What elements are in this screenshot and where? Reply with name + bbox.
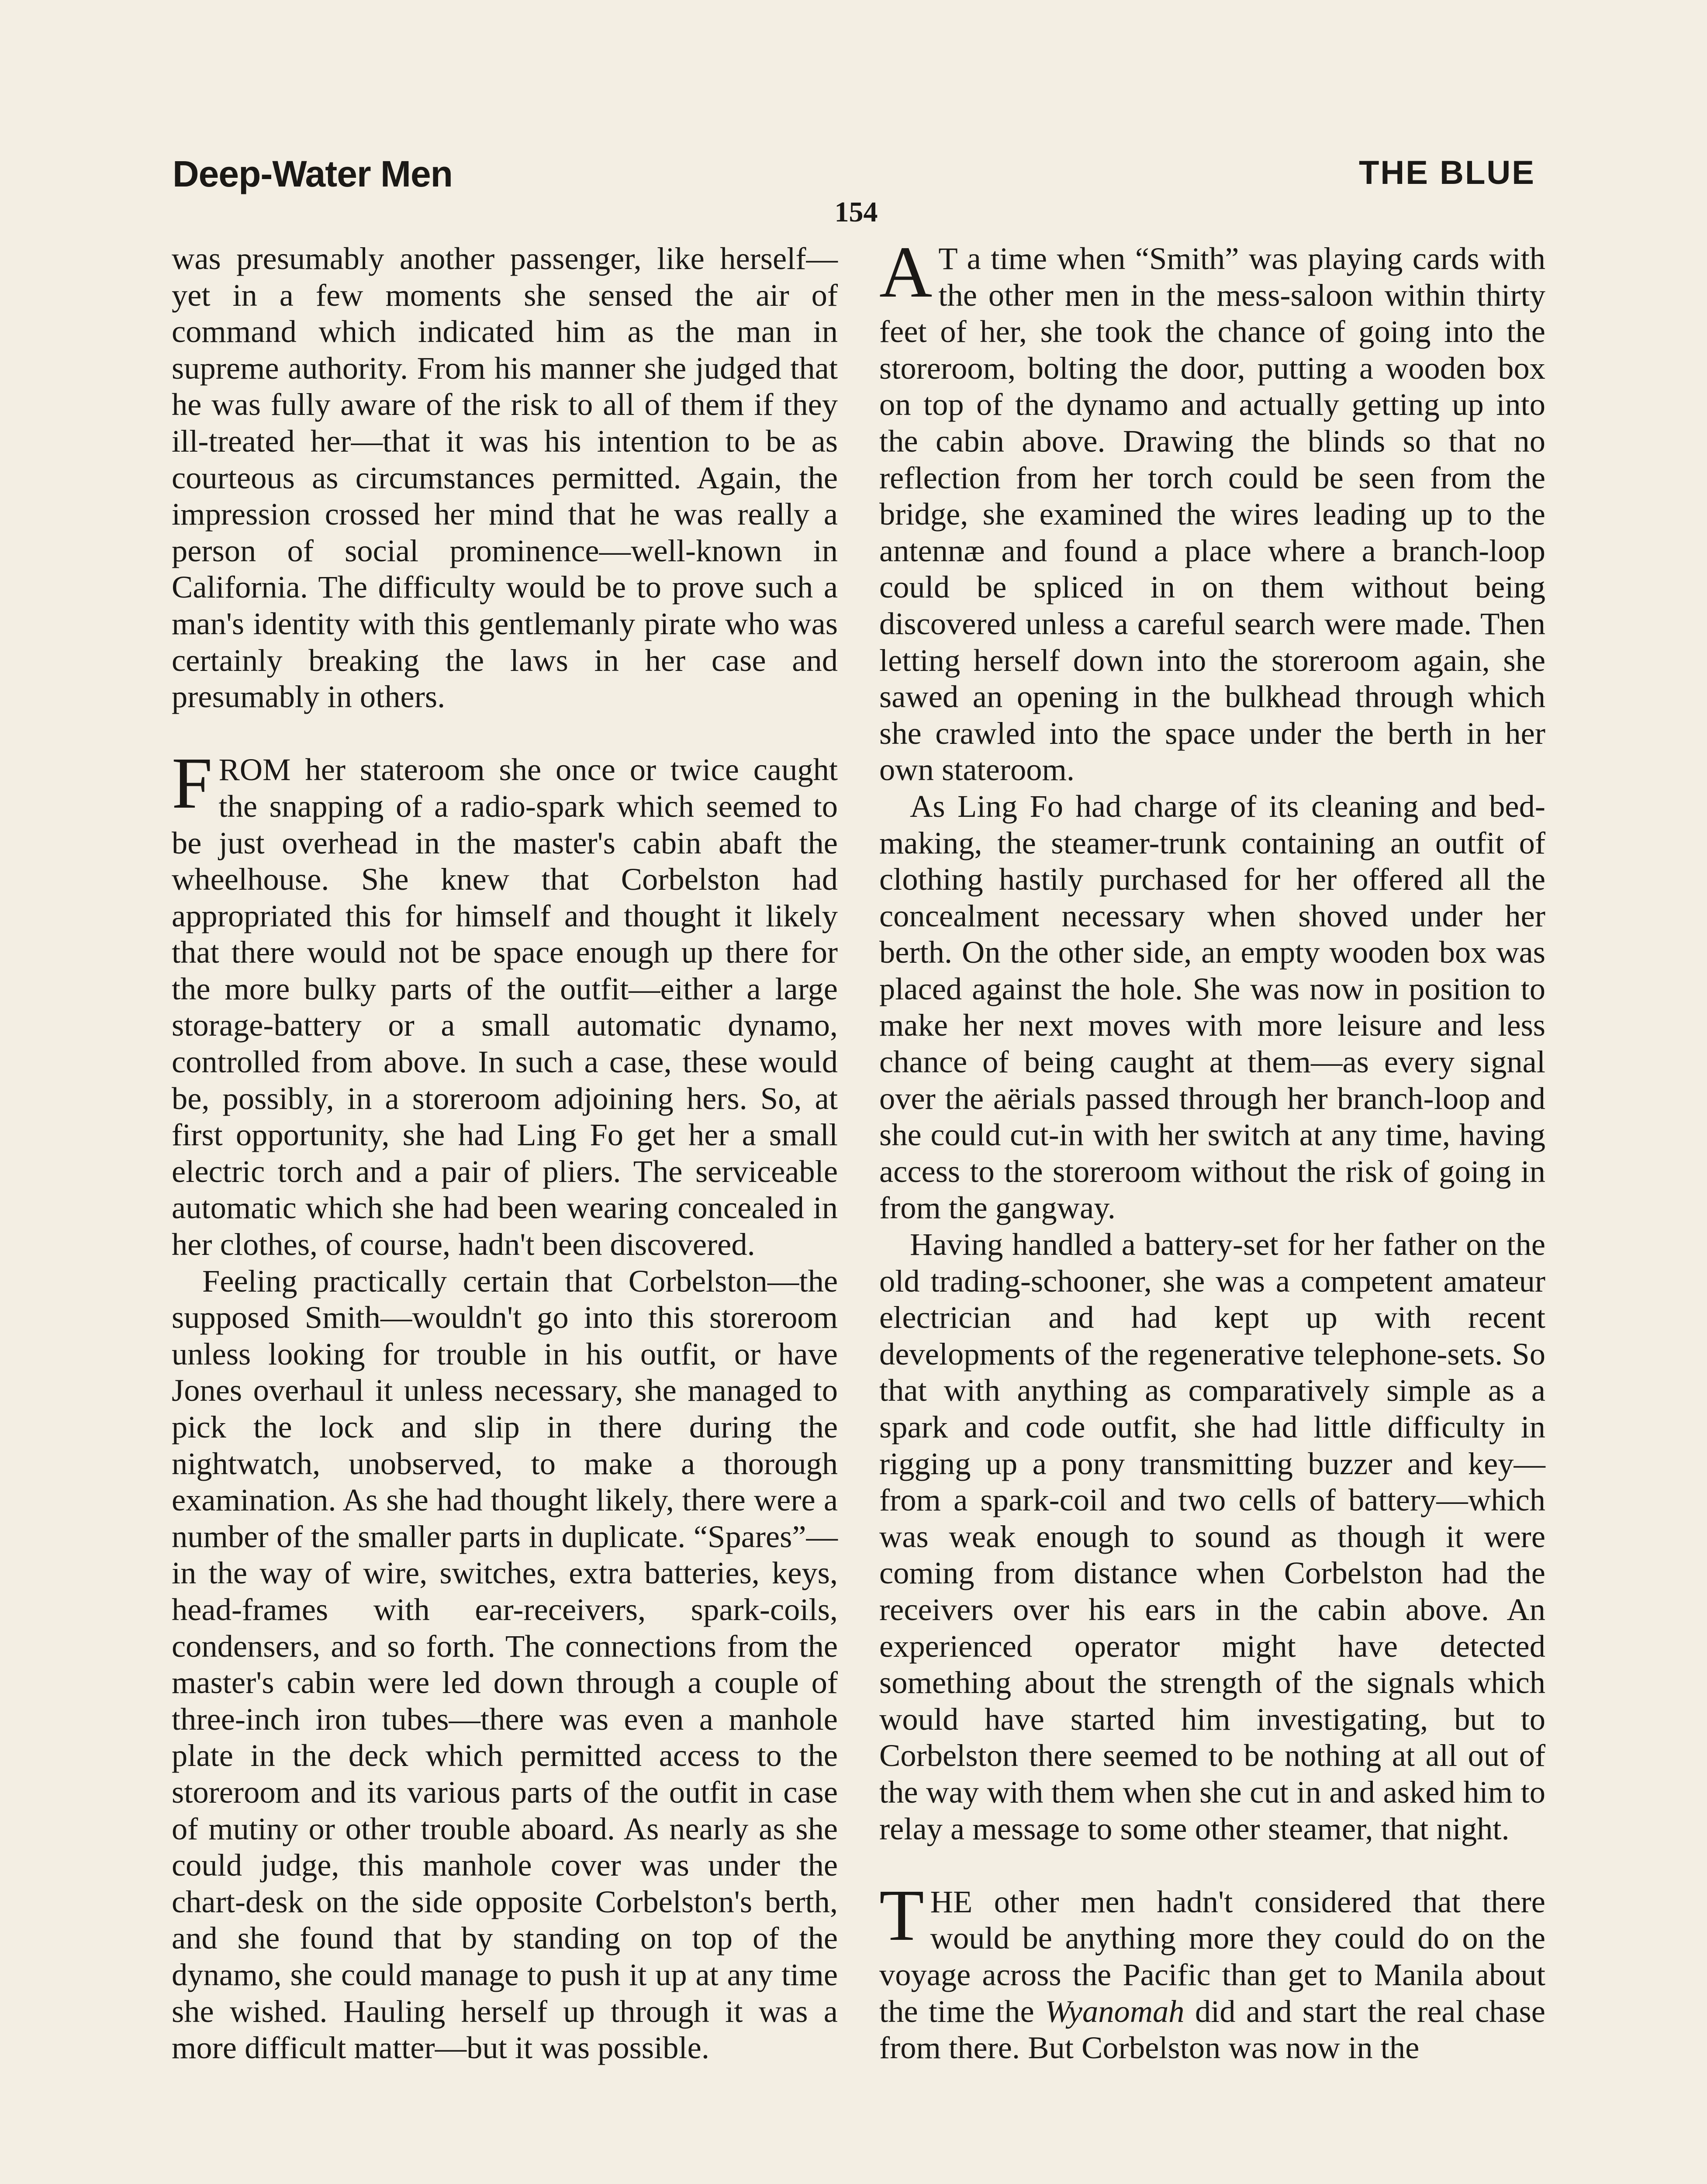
right-paragraph-1-text: T a time when “Smith” was playing cards with the other men in the mess-saloon within thirty feet of her, she took the chance of going into the storeroom, bolting the door, putting a wooden box on top of the dynamo and actually getting up into the cabin above. Drawing the blinds so that no reflection from her torch could be seen from the bridge, she examined the wires leading up to the antennæ and found a place where a branch-loop could be spliced in on them without being discovered unless a careful search were made. Then letting herself down into the storeroom again, she sawed an opening in the bulkhead through which she crawled into the space under the berth in her own stateroom. [879,241,1545,788]
drop-cap: F [172,743,213,824]
right-paragraph-2: As Ling Fo had charge of its cleaning and bed-making, the steamer-trunk containing an outfit of clothing hastily purchased for her offered all the concealment necessary when shoved under her berth. On the other side, an empty wooden box was placed against the hole. She was now in position to make her next moves with more leisure and less chance of being caught at them—as every signal over the aërials passed through her branch-loop and she could cut-in with her switch at any time, having access to the storeroom without the risk of going in from the gangway. [879,788,1545,1226]
left-column [172,240,838,2066]
drop-cap: T [879,1874,924,1956]
page-number: 154 [834,196,878,228]
left-paragraph-2-text: ROM her stateroom she once or twice caught the snapping of a radio-spark which seemed to be just overhead in the master's cabin abaft the wheelhouse. She knew that Corbelston had appropriated this for himself and thought it likely that there would not be space enough up there for the more bulky parts of the outfit—either a large storage-battery or a small automatic dynamo, controlled from above. In such a case, these would be, possibly, in a storeroom adjoining hers. So, at first opportunity, she had Ling Fo get her a small electric torch and a pair of pliers. The serviceable automatic which she had been wearing concealed in her clothes, of course, hadn't been discovered. [172,752,838,1262]
story-title: Deep-Water Men [173,153,453,194]
right-paragraph-4-text-b: did and start the real chase from there. But Corbelston was now in the [879,1993,1545,2066]
ship-name: Wyanomah [1045,1993,1185,2029]
right-paragraph-1 [879,232,1545,788]
right-paragraph-4 [879,1874,1545,2066]
left-paragraph-3: Feeling practically certain that Corbelston—the supposed Smith—wouldn't go into this storeroom unless looking for trouble in his outfit, or have Jones overhaul it unless necessary, she managed to pick the lock and slip in there during the nightwatch, unobserved, to make a thorough examination. As she had thought likely, there were a number of the smaller parts in duplicate. “Spares”—in the way of wire, switches, extra batteries, keys, head-frames with ear-receivers, spark-coils, condensers, and so forth. The connections from the master's cabin were led down through a couple of three-inch iron tubes—there was even a manhole plate in the deck which permitted access to the storeroom and its various parts of the outfit in case of mutiny or other trouble aboard. As nearly as she could judge, this manhole cover was under the chart-desk on the side opposite Corbelston's berth, and she found that by standing on top of the dynamo, she could manage to push it up at any time she wished. Hauling herself up through it was a more difficult matter—but it was possible. [172,1263,838,2066]
right-column [879,232,1545,2066]
left-paragraph-1: was presumably another passenger, like herself—yet in a few moments she sensed the air of command which indicated him as the man in supreme authority. From his manner she judged that he was fully aware of the risk to all of them if they ill-treated her—that it was his intention to be as courteous as circumstances permitted. Again, the impression crossed her mind that he was really a person of social prominence—well-known in California. The difficulty would be to prove such a man's identity with this gentlemanly pirate who was certainly breaking the laws in her case and presumably in others. [172,241,838,715]
right-paragraph-4-text-a: HE other men hadn't considered that there would be anything more they could do on the voyage across the Pacific than get to Manila about the time the [879,1883,1545,2029]
left-paragraph-2 [172,743,838,1262]
right-paragraph-3: Having handled a battery-set for her father on the old trading-schooner, she was a competent amateur electrician and had kept up with recent developments of the regenerative telephone-sets. So that with anything as comparatively simple as a spark and code outfit, she had little difficulty in rigging up a pony transmitting buzzer and key—from a spark-coil and two cells of battery—which was weak enough to sound as though it were coming from distance when Corbelston had the receivers over his ears in the cabin above. An experienced operator might have detected something about the strength of the signals which would have started him investigating, but to Corbelston there seemed to be nothing at all out of the way with them when she cut in and asked him to relay a message to some other steamer, that night. [879,1227,1545,1846]
magazine-title: THE BLUE [1359,154,1535,191]
drop-cap: A [879,232,933,313]
